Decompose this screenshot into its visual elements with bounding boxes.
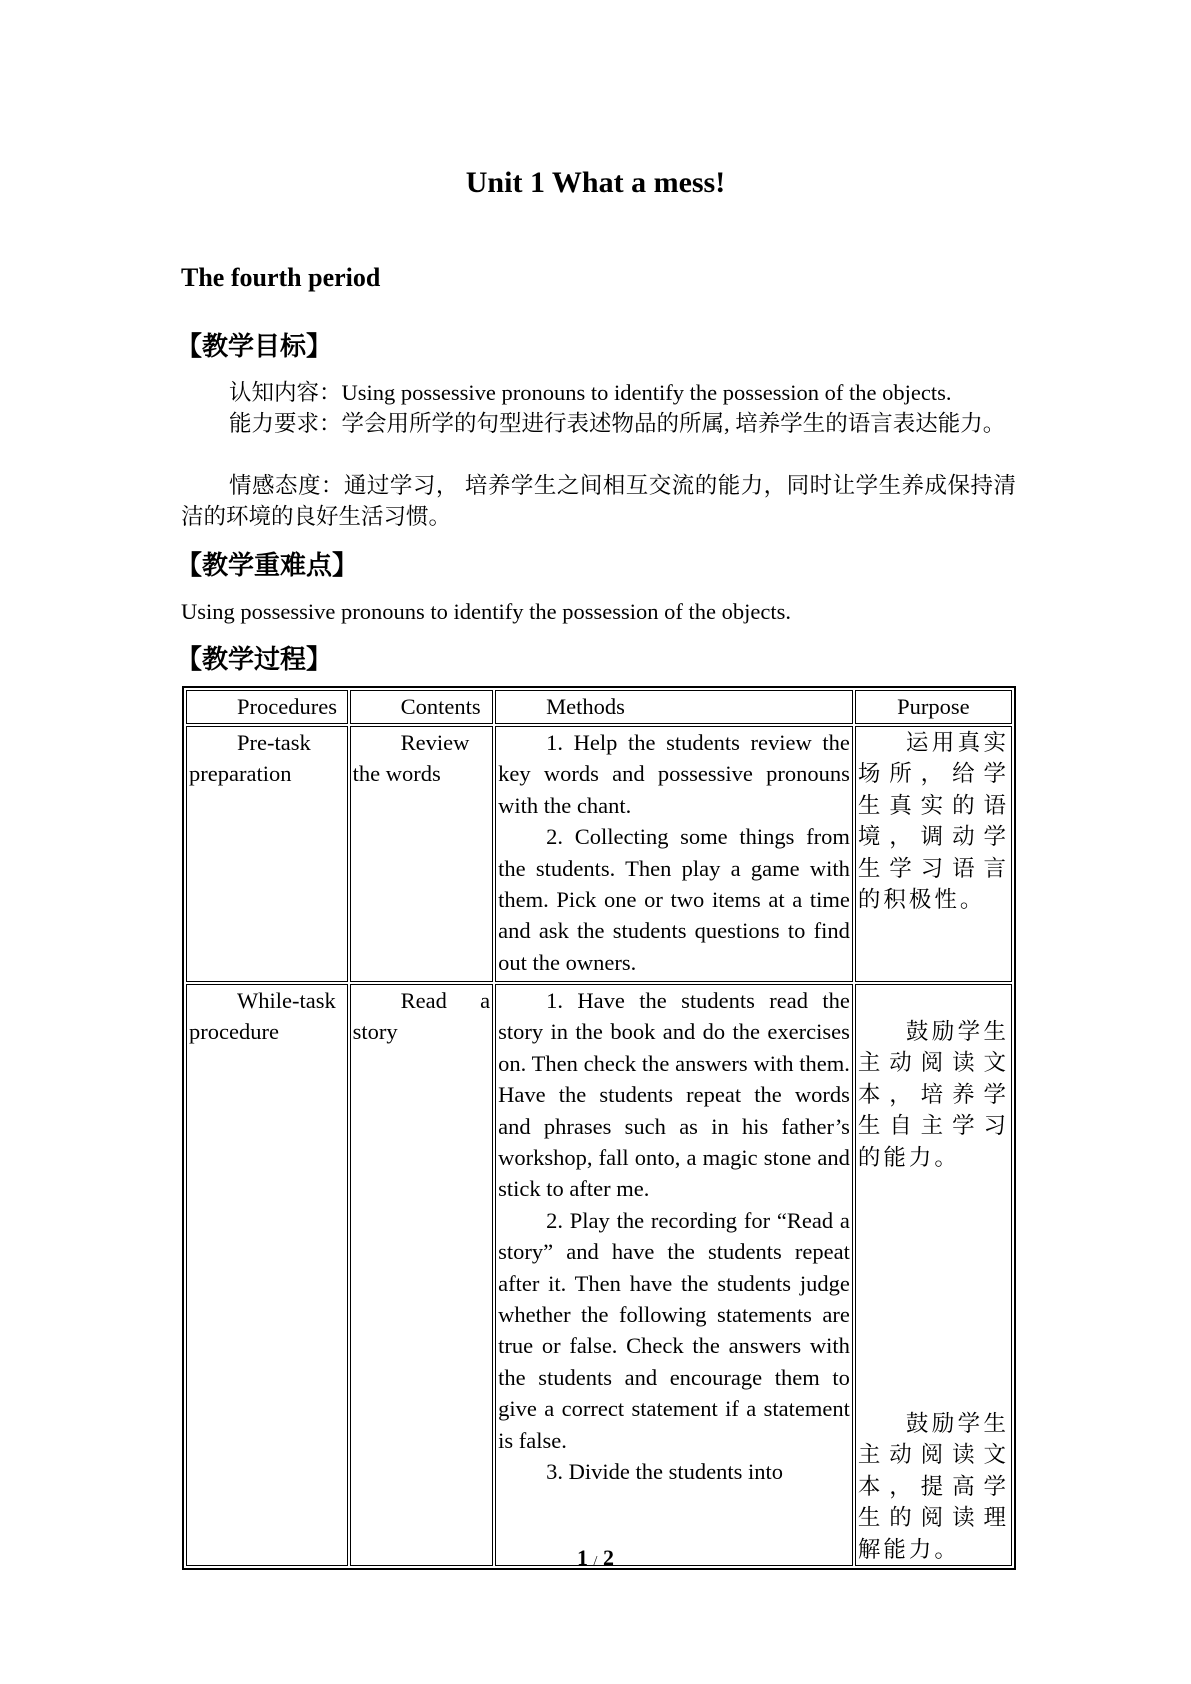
period-subtitle: The fourth period [181,263,381,292]
methods-cell [495,726,853,982]
purpose-text: 鼓励学生主动阅读文本，培养学生自主学习的能力。 [857,1019,1009,1170]
goal-cognitive: 认知内容：Using possessive pronouns to identify the possession of the objects. [229,380,952,405]
process-heading: 【教学过程】 [176,645,333,675]
table-header-row [186,690,1012,724]
method-step: 2. Collecting some things from the students. Then play a game with them. Pick one or two items at a time and ask the students questions to find out the owners. [498,824,850,975]
goal-ability: 能力要求：学会用所学的句型进行表述物品的所属, 培养学生的语言表达能力。 [229,411,1006,436]
goals-heading: 【教学目标】 [176,332,333,362]
total-pages: 2 [602,1545,614,1570]
purpose-text: 鼓励学生主动阅读文本，提高学生的阅读理解能力。 [857,1411,1009,1562]
current-page: 1 [577,1545,589,1570]
table-row [186,984,1012,1566]
content-cell: Read a story [350,984,494,1566]
purpose-cell [855,726,1012,982]
goal-attitude: 情感态度：通过学习， 培养学生之间相互交流的能力，同时让学生养成保持清洁的环境的良好生活习惯。 [181,473,1016,529]
header-purpose: Purpose [855,690,1012,724]
header-procedures: Procedures [186,690,348,724]
table-row [186,726,1012,982]
key-points-text: Using possessive pronouns to identify the possession of the objects. [181,599,791,624]
page-number [0,1545,1191,1571]
header-methods: Methods [495,690,853,724]
content-cell: Review the words [350,726,494,982]
method-step: 1. Have the students read the story in the book and do the exercises on. Then check the answers with them. Have the students repeat the words and phrases such as in his father’s workshop, fall onto, a magic stone and stick to after me. [498,988,850,1202]
procedure-cell: While-task procedure [186,984,348,1566]
lesson-process-table [182,686,1016,1570]
method-step: 3. Divide the students into [546,1459,783,1485]
page-separator: / [593,1554,598,1569]
method-step: 1. Help the students review the key words and possessive pronouns with the chant. [498,730,850,818]
procedure-cell: Pre-task preparation [186,726,348,982]
key-points-heading: 【教学重难点】 [176,551,359,581]
method-step: 2. Play the recording for “Read a story” and have the students repeat after it. Then have the students judge whether the following statements are true or false. Check the answers with the students and encourage them to give a correct statement if a statement is false. [498,1207,850,1453]
methods-cell [495,984,853,1566]
document-title: Unit 1 What a mess! [465,166,726,199]
header-contents: Contents [350,690,494,724]
purpose-cell [855,984,1012,1566]
purpose-text: 运用真实场所，给学生真实的语境，调动学生学习语言的积极性。 [857,730,1009,913]
